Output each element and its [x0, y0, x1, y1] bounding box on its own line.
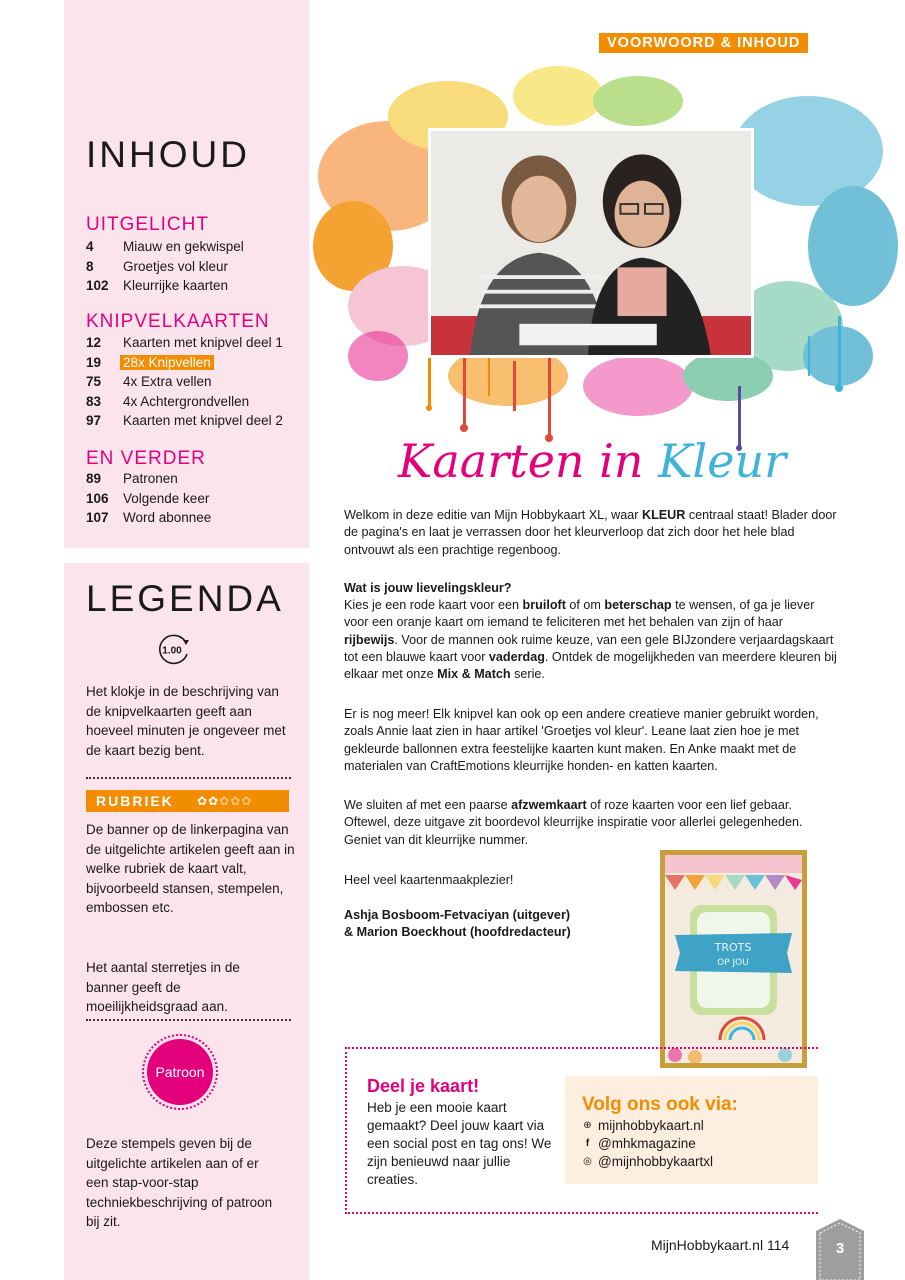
- star-empty-icon: ✿: [241, 794, 252, 808]
- follow-label: @mhkmagazine: [598, 1136, 696, 1151]
- star-filled-icon: ✿: [208, 794, 219, 808]
- toc-page: 102: [86, 278, 109, 294]
- stamp-description: Deze stempels geven bij de uitgelichte artikelen aan of er een stap-voor-stap techniekbeschrijving of patroon bij zit.: [86, 1136, 273, 1229]
- toc-label: 4x Achtergrondvellen: [123, 393, 250, 409]
- toc-entry[interactable]: [86, 392, 306, 412]
- question-text: Wat is jouw lievelingskleur?: [344, 581, 512, 595]
- patroon-stamp: [147, 1039, 213, 1105]
- toc-page: 83: [86, 393, 102, 409]
- signature-text: Ashja Bosboom-Fetvaciyan (uitgever): [344, 908, 571, 922]
- divider: [86, 777, 291, 779]
- title-word: in: [599, 434, 644, 488]
- divider: [86, 1019, 291, 1021]
- share-title: Deel je kaart!: [367, 1076, 480, 1096]
- intro-paragraph: [344, 507, 844, 559]
- share-text: Heb je een mooie kaart gemaakt? Deel jouw kaart via een social post en tag ons! We zijn benieuwd naar jullie creaties.: [367, 1100, 552, 1187]
- toc-page: 89: [86, 471, 102, 487]
- section-tag: VOORWOORD & INHOUD: [599, 33, 808, 53]
- signature-1: [344, 907, 644, 924]
- text-run-bold: beterschap: [604, 598, 672, 612]
- toc-entry-highlighted[interactable]: [86, 353, 306, 373]
- patroon-label: Patroon: [155, 1064, 205, 1080]
- question-heading: [344, 580, 844, 597]
- toc-entry[interactable]: [86, 469, 306, 489]
- toc-title: INHOUD: [86, 134, 250, 175]
- text-run: serie.: [510, 667, 545, 682]
- toc-label: Kaarten met knipvel deel 1: [123, 335, 283, 351]
- text-run: of om: [565, 598, 605, 612]
- follow-label: @mijnhobbykaartxl: [598, 1154, 714, 1169]
- follow-link-instagram[interactable]: [582, 1153, 713, 1171]
- toc-label: Word abonnee: [123, 510, 212, 526]
- text-run: . Voor de mannen ook ruime keuze, van een gele BIJzondere verjaardagskaart tot een blauwe kaart voor: [344, 632, 834, 664]
- text-run-bold: bruiloft: [522, 598, 566, 612]
- toc-label: Kleurrijke kaarten: [123, 278, 229, 294]
- text-run-bold: vaderdag: [488, 649, 545, 664]
- toc-page: 12: [86, 335, 102, 351]
- signature-text: & Marion Boeckhout (hoofdredacteur): [344, 925, 571, 939]
- toc-page: 97: [86, 413, 102, 429]
- toc-label: Patronen: [123, 471, 178, 487]
- text-run: We sluiten af met een paarse: [344, 798, 512, 812]
- toc-entry[interactable]: [86, 237, 306, 257]
- toc-entry[interactable]: [86, 372, 306, 392]
- toc-label: 4x Extra vellen: [123, 374, 212, 390]
- follow-link-website[interactable]: [582, 1117, 713, 1135]
- toc-list-knipvelkaarten: [86, 333, 306, 431]
- toc-page: 107: [86, 510, 109, 526]
- stars-description: Het aantal sterretjes in de banner geeft de moeilijkheidsgraad aan.: [86, 960, 240, 1014]
- toc-entry[interactable]: [86, 508, 306, 528]
- toc-label: Groetjes vol kleur: [123, 258, 229, 274]
- card-text-1: TROTS: [714, 941, 752, 954]
- rubriek-banner: [86, 790, 289, 812]
- toc-entry[interactable]: [86, 276, 306, 296]
- follow-link-facebook[interactable]: [582, 1135, 713, 1153]
- rubriek-stars: [197, 795, 251, 807]
- toc-label: 28x Knipvellen: [120, 355, 214, 370]
- follow-label: mijnhobbykaart.nl: [598, 1118, 704, 1133]
- paragraph-colors: [344, 597, 839, 683]
- page-number-badge: [816, 1219, 864, 1280]
- toc-section-en-verder: EN VERDER: [86, 448, 206, 469]
- toc-label: Kaarten met knipvel deel 2: [123, 413, 283, 429]
- toc-page: 106: [86, 490, 109, 506]
- star-filled-icon: ✿: [197, 794, 208, 808]
- toc-entry[interactable]: [86, 257, 306, 277]
- legend-title: LEGENDA: [86, 578, 284, 619]
- globe-icon: ⊕: [583, 1120, 592, 1131]
- facebook-icon: f: [585, 1138, 590, 1149]
- closing-line: Heel veel kaartenmaakplezier!: [344, 873, 514, 887]
- toc-section-uitgelicht: UITGELICHT: [86, 214, 209, 235]
- toc-label: Volgende keer: [123, 490, 210, 506]
- toc-page: 75: [86, 374, 102, 390]
- title-word: Kaarten: [398, 434, 585, 488]
- text-run-bold: afzwemkaart: [511, 798, 587, 812]
- toc-page: 19: [86, 354, 102, 370]
- text-run: centraal staat! Blader door de pagina's en laat je verrassen door het kleurverloop dat zich door het hele blad ontvouwt als een prachtige regenboog.: [344, 508, 837, 557]
- page-number: 3: [835, 1240, 845, 1257]
- star-empty-icon: ✿: [219, 794, 230, 808]
- banner-description: De banner op de linkerpagina van de uitgelichte artikelen geeft aan in welke rubriek de kaart valt, bijvoorbeeld stansen, stempelen, embossen etc.: [86, 822, 295, 915]
- text-run: Welkom in deze editie van Mijn Hobbykaart XL, waar: [344, 508, 642, 522]
- text-run: te wensen, of ga je liever voor een oranje kaart om iemand te feliciteren met het behalen van zijn of haar: [344, 598, 815, 630]
- follow-title: Volg ons ook via:: [582, 1094, 738, 1115]
- clock-icon: [155, 632, 193, 666]
- article-title: [398, 434, 787, 494]
- follow-list: [582, 1117, 713, 1171]
- example-card-image: [660, 850, 807, 1068]
- clock-value: 1.00: [162, 645, 182, 657]
- star-empty-icon: ✿: [230, 794, 241, 808]
- toc-list-uitgelicht: [86, 237, 306, 296]
- rubriek-label: RUBRIEK: [96, 793, 174, 809]
- text-run-bold: rijbewijs: [344, 632, 395, 647]
- toc-entry[interactable]: [86, 333, 306, 353]
- signature-2: [344, 924, 644, 941]
- toc-page: 8: [86, 258, 94, 274]
- text-run-bold: KLEUR: [641, 508, 686, 522]
- text-run: . Ontdek de mogelijkheden van meerdere kleuren bij elkaar met onze: [344, 649, 837, 682]
- instagram-icon: ◎: [583, 1156, 592, 1167]
- footer-text: MijnHobbykaart.nl 114: [651, 1237, 790, 1253]
- toc-entry[interactable]: [86, 489, 306, 509]
- toc-list-en-verder: [86, 469, 306, 528]
- paragraph-closing: [344, 797, 834, 849]
- text-run-bold: Mix & Match: [437, 667, 511, 682]
- text-run: of roze kaarten voor een lief gebaar. Oftewel, deze uitgave zit boordevol kleurrijke inspiratie voor allerlei gelegenheden. Geniet van dit kleurrijke nummer.: [344, 798, 803, 847]
- toc-section-knipvelkaarten: KNIPVELKAARTEN: [86, 311, 270, 332]
- title-word: Kleur: [658, 434, 787, 488]
- editors-photo: [428, 128, 754, 358]
- toc-entry[interactable]: [86, 411, 306, 431]
- toc-label: Miauw en gekwispel: [123, 239, 244, 255]
- toc-page: 4: [86, 239, 94, 255]
- card-text-2: OP JOU: [717, 958, 749, 968]
- clock-description: Het klokje in de beschrijving van de knipvelkaarten geeft aan hoeveel minuten je ongeveer met de kaart bezig bent.: [86, 684, 286, 758]
- paragraph-more: Er is nog meer! Elk knipvel kan ook op een andere creatieve manier gebruikt worden, zoals Annie laat zien in haar artikel 'Groetjes vol kleur'. Leane laat zien hoe je met gekleurde ballonnen extra feestelijke kaarten kunt maken. En Anke maakt met de materialen van CraftEmotions kleurrijke honden- en katten kaarten.: [344, 707, 819, 773]
- text-run: Kies je een rode kaart voor een: [344, 598, 523, 612]
